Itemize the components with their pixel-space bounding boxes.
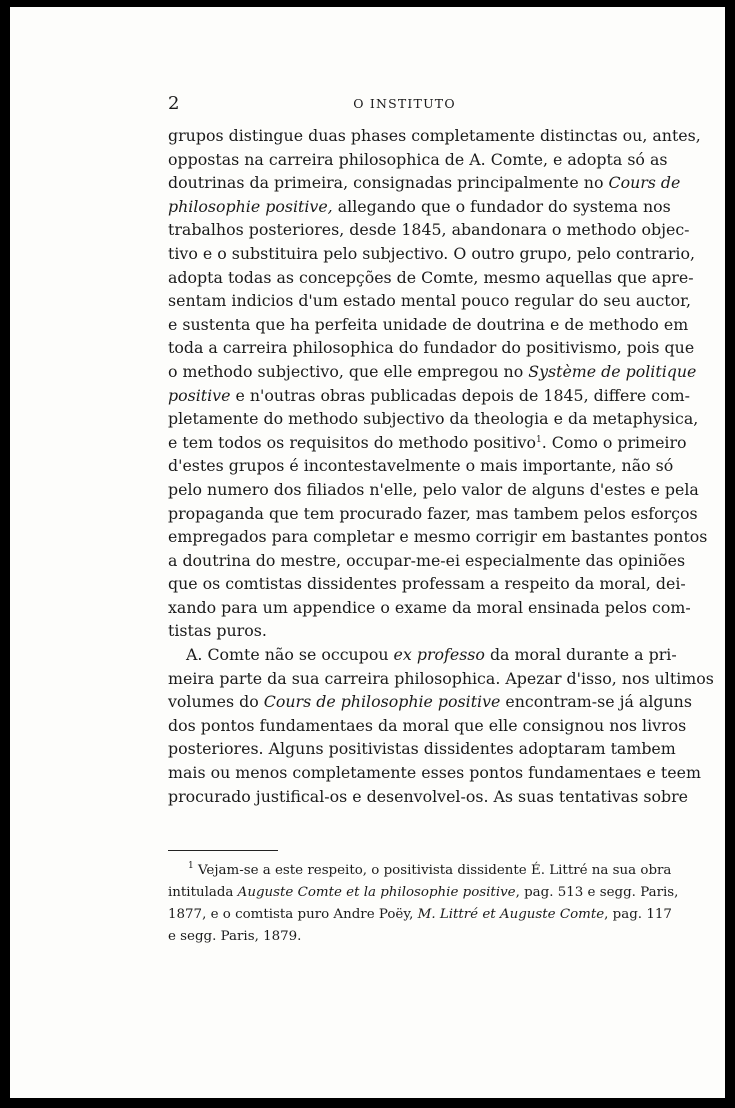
text-line: positive e n'outras obras publicadas depois de 1845, differe com- — [168, 385, 690, 405]
text-line: o methodo subjectivo, que elle empregou no Système de politique — [168, 361, 697, 381]
text-line: posteriores. Alguns positivistas dissidentes adoptaram tambem — [168, 739, 676, 759]
text-line: philosophie positive, allegando que o fundador do systema nos — [168, 196, 671, 216]
text-line: pelo numero dos filiados n'elle, pelo valor de alguns d'estes e pela — [168, 479, 699, 499]
footnote-line: intitulada Auguste Comte et la philosophie positive, pag. 513 e segg. Paris, — [168, 885, 679, 900]
text-line: empregados para completar e mesmo corrigir em bastantes pontos — [168, 527, 708, 547]
footnote-marker: 1 — [188, 861, 194, 871]
footnote-line: $^1$ Vejam-se a este respeito, o positivista dissidente É. Littré na sua obra — [188, 861, 672, 878]
text-line: que os comtistas dissidentes professam a respeito da moral, dei- — [168, 574, 686, 594]
page-number: 2 — [168, 93, 180, 114]
page-header — [168, 93, 641, 115]
text-line: volumes do Cours de philosophie positive encontram-se já alguns — [168, 692, 692, 712]
scan-border-left — [0, 0, 10, 1108]
text-line: doutrinas da primeira, consignadas principalmente no Cours de — [168, 173, 681, 193]
text-line: oppostas na carreira philosophica de A. Comte, e adopta só as — [168, 149, 668, 169]
text-line: A. Comte não se occupou ex professo da moral durante a pri- — [186, 645, 677, 665]
text-line: propaganda que tem procurado fazer, mas tambem pelos esforços — [168, 503, 698, 523]
text-line: toda a carreira philosophica do fundador do positivismo, pois que — [168, 338, 695, 358]
text-line: trabalhos posteriores, desde 1845, abandonara o methodo objec- — [168, 220, 690, 240]
footnote-line: e segg. Paris, 1879. — [168, 929, 302, 944]
footnote — [168, 860, 679, 948]
text-line: adopta todas as concepções de Comte, mesmo aquellas que apre- — [168, 267, 694, 287]
text-line: a doutrina do mestre, occupar-me-ei especialmente das opiniões — [168, 550, 686, 570]
scan-border-bottom — [0, 1098, 735, 1108]
text-line: pletamente do methodo subjectivo da theologia e da metaphysica, — [168, 409, 699, 429]
text-line: procurado justifical-os e desenvolvel-os. As suas tentativas sobre — [168, 786, 688, 806]
text-line: meira parte da sua carreira philosophica. Apezar d'isso, nos ultimos — [168, 668, 714, 688]
text-line: dos pontos fundamentaes da moral que elle consignou nos livros — [168, 715, 687, 735]
text-line: xando para um appendice o exame da moral ensinada pelos com- — [168, 597, 691, 617]
text-line: d'estes grupos é incontestavelmente o mais importante, não só — [168, 456, 674, 476]
text-line: tivo e o substituira pelo subjectivo. O outro grupo, pelo contrario, — [168, 243, 695, 263]
footnote-reference[interactable]: 1 — [535, 434, 542, 445]
text-line: tistas puros. — [168, 621, 267, 641]
footnote-divider — [168, 850, 278, 851]
scan-border-top — [0, 0, 735, 7]
text-line: mais ou menos completamente esses pontos fundamentaes e teem — [168, 763, 701, 783]
running-title: O INSTITUTO — [353, 96, 456, 111]
text-line: grupos distingue duas phases completamente distinctas ou, antes, — [168, 126, 701, 145]
text-line: sentam indicios d'um estado mental pouco regular do seu auctor, — [168, 291, 691, 311]
scan-border-right — [725, 0, 735, 1108]
text-line: e tem todos os requisitos do methodo positivo$^1$. Como o primeiro — [168, 432, 687, 452]
footnote-line: 1877, e o comtista puro Andre Poëy, M. Littré et Auguste Comte, pag. 117 — [168, 907, 672, 922]
body-text — [168, 124, 714, 808]
text-line: e sustenta que ha perfeita unidade de doutrina e de methodo em — [168, 314, 689, 334]
